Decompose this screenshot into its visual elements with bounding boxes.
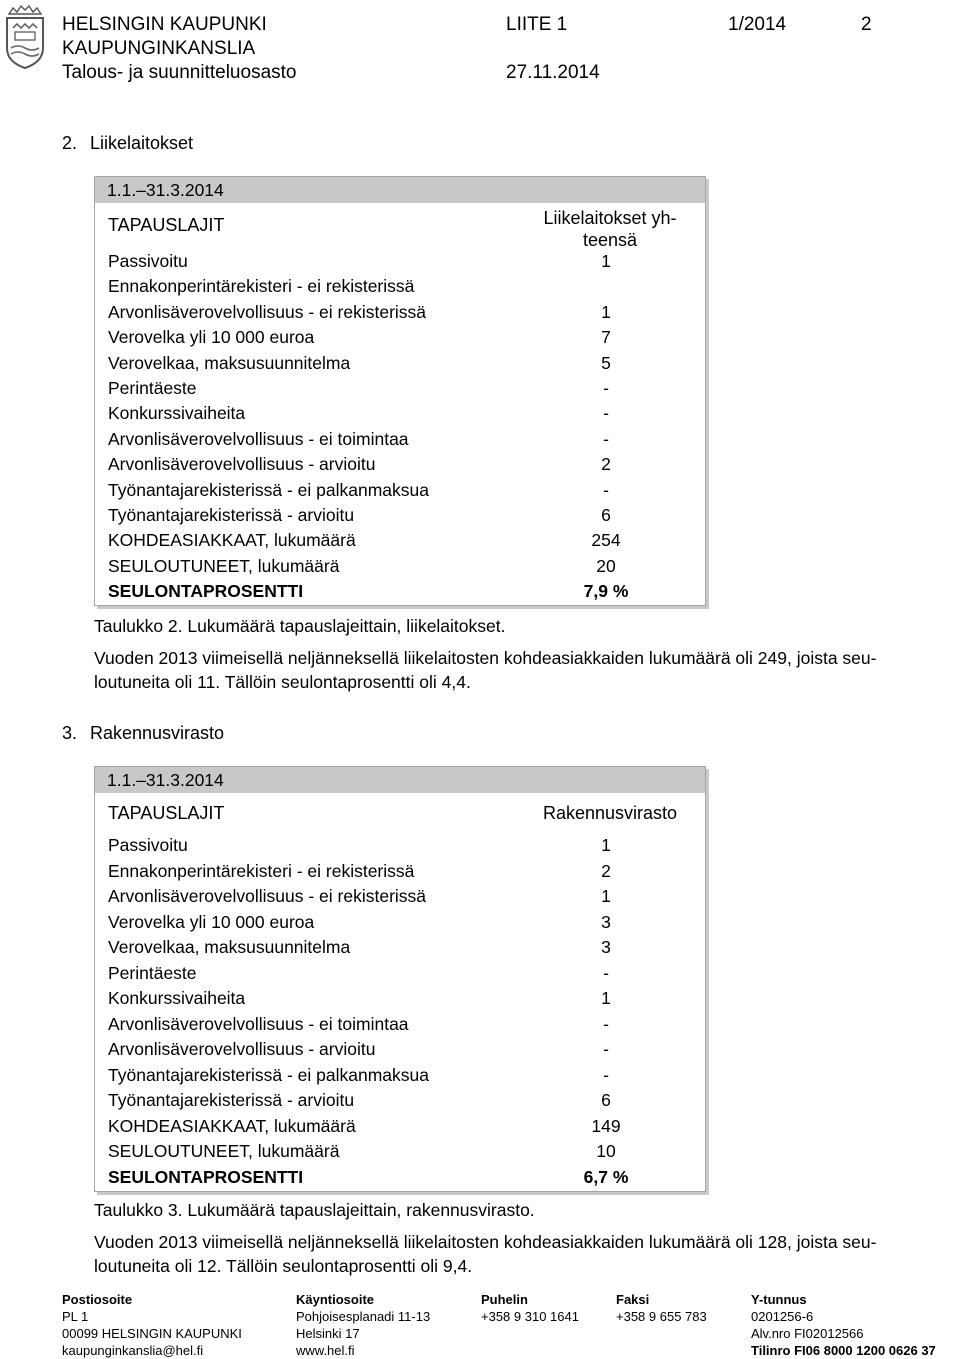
table-row-label: SEULONTAPROSENTTI <box>108 581 304 602</box>
table-row-label: Perintäeste <box>108 962 197 983</box>
table-row-label: SEULOUTUNEET, lukumäärä <box>108 555 340 576</box>
footer-line: Tilinro FI06 8000 1200 0626 37 <box>751 1343 936 1358</box>
table-row-value: 1 <box>601 835 611 855</box>
column-value-line-1: Liikelaitokset yh- <box>543 208 677 228</box>
table-row-label: Työnantajarekisterissä - ei palkanmaksua <box>108 1064 429 1085</box>
table-row-value: - <box>603 1064 609 1085</box>
table-row-value: - <box>603 962 609 983</box>
table-row-label: Passivoitu <box>108 835 188 855</box>
column-label: TAPAUSLAJIT <box>108 803 225 823</box>
table-row-value: 7 <box>601 327 611 348</box>
table-row-value: 2 <box>601 860 611 881</box>
table-row-label: Verovelka yli 10 000 euroa <box>108 911 315 932</box>
table-row-label: Konkurssivaiheita <box>108 403 246 424</box>
table-period: 1.1.–31.3.2014 <box>95 767 705 793</box>
table-row-value: 2 <box>601 454 611 475</box>
table-row-label: SEULOUTUNEET, lukumäärä <box>108 1141 340 1161</box>
footer-line: Helsinki 17 <box>296 1326 360 1341</box>
table-period: 1.1.–31.3.2014 <box>95 177 705 203</box>
table-row-label: Arvonlisäverovelvollisuus - ei rekisterissä <box>108 886 427 906</box>
table-row-value: - <box>603 1013 609 1034</box>
footer-line: +358 9 655 783 <box>616 1309 707 1324</box>
footer-email-link[interactable]: kaupunginkanslia@hel.fi <box>62 1343 204 1358</box>
table-row-value: 6 <box>601 505 611 525</box>
section-3-heading <box>62 723 224 744</box>
helsinki-crest-icon <box>3 4 47 70</box>
footer-phone <box>481 1291 579 1325</box>
table-liikelaitokset <box>94 176 706 606</box>
table-row-label: Ennakonperintärekisteri - ei rekisterissä <box>108 860 415 881</box>
footer-line: Alv.nro FI02012566 <box>751 1326 864 1341</box>
footer-line: PL 1 <box>62 1309 89 1324</box>
footer-heading: Postiosoite <box>62 1292 133 1307</box>
footer-visit <box>296 1291 430 1359</box>
page-number: 2 <box>861 14 872 35</box>
table-row-value: - <box>603 428 609 449</box>
footer-line: +358 9 310 1641 <box>481 1309 579 1324</box>
table-row-value: 7,9 % <box>583 581 629 602</box>
section-number: 2. <box>62 133 78 153</box>
table-row-value: 1 <box>601 301 611 322</box>
footer-web-link[interactable]: www.hel.fi <box>296 1343 355 1358</box>
table-row-label: KOHDEASIAKKAAT, lukumäärä <box>108 530 356 551</box>
paragraph-line-2: loutuneita oli 11. Tällöin seulontaprosentti oli 4,4. <box>94 672 471 692</box>
footer-heading: Faksi <box>616 1292 650 1307</box>
table-row-value: 5 <box>601 352 611 373</box>
table-row-label: Työnantajarekisterissä - arvioitu <box>108 505 355 525</box>
section-2-heading <box>62 133 193 154</box>
table-row-value: 1 <box>601 251 611 271</box>
table-row-value: 6,7 % <box>583 1166 629 1187</box>
paragraph-line-1: Vuoden 2013 viimeisellä neljänneksellä liikelaitosten kohdeasiakkaiden lukumäärä oli 249, joista seu- <box>94 648 877 668</box>
table-2-caption: Taulukko 2. Lukumäärä tapauslajeittain, liikelaitokset. <box>94 616 506 636</box>
table-row-label: Arvonlisäverovelvollisuus - arvioitu <box>108 454 376 475</box>
footer-fax <box>616 1291 707 1325</box>
table-row-value: 1 <box>601 988 611 1008</box>
footer-postal <box>62 1291 242 1359</box>
footer-line: 0201256-6 <box>751 1309 814 1324</box>
footer-heading: Käyntiosoite <box>296 1292 375 1307</box>
paragraph-line-2: loutuneita oli 12. Tällöin seulontaprosentti oli 9,4. <box>94 1256 473 1276</box>
org-unit: KAUPUNGINKANSLIA <box>62 38 256 59</box>
table-row-value: 254 <box>591 530 621 551</box>
org-name: HELSINGIN KAUPUNKI <box>62 14 267 35</box>
table-row-value: - <box>603 378 609 398</box>
section-title: Rakennusvirasto <box>90 723 225 743</box>
table-row-label: Arvonlisäverovelvollisuus - ei toimintaa <box>108 1013 409 1034</box>
table-rows <box>95 177 705 605</box>
section-3-paragraph <box>94 1230 954 1278</box>
table-row-label: Työnantajarekisterissä - arvioitu <box>108 1090 355 1110</box>
department: Talous- ja suunnitteluosasto <box>62 62 297 83</box>
table-row-label: Konkurssivaiheita <box>108 988 246 1008</box>
document-date: 27.11.2014 <box>506 62 600 83</box>
table-row-label: Verovelka yli 10 000 euroa <box>108 327 315 348</box>
table-row-label: Perintäeste <box>108 378 197 398</box>
footer-heading: Puhelin <box>481 1292 528 1307</box>
section-title: Liikelaitokset <box>90 133 194 153</box>
table-row-value: - <box>603 1039 609 1059</box>
footer-line: 00099 HELSINGIN KAUPUNKI <box>62 1326 242 1341</box>
table-row-label: Arvonlisäverovelvollisuus - ei rekisterissä <box>108 301 427 322</box>
table-row-value: 3 <box>601 937 611 957</box>
footer-line: Pohjoisesplanadi 11-13 <box>296 1309 431 1324</box>
table-3-caption: Taulukko 3. Lukumäärä tapauslajeittain, rakennusvirasto. <box>94 1200 535 1220</box>
table-row-label: Arvonlisäverovelvollisuus - ei toimintaa <box>108 428 409 449</box>
table-row-value: 20 <box>596 555 616 576</box>
document-number: 1/2014 <box>728 14 787 35</box>
column-label: TAPAUSLAJIT <box>108 215 225 235</box>
column-value-header: Rakennusvirasto <box>542 803 678 823</box>
table-row-value: 1 <box>601 886 611 906</box>
table-row-label: Työnantajarekisterissä - ei palkanmaksua <box>108 479 429 500</box>
table-row-label: KOHDEASIAKKAAT, lukumäärä <box>108 1115 356 1136</box>
table-row-value: 10 <box>596 1141 616 1161</box>
table-row-label: SEULONTAPROSENTTI <box>108 1166 304 1187</box>
section-number: 3. <box>62 723 78 743</box>
table-row-value: - <box>603 403 609 424</box>
table-row-label: Arvonlisäverovelvollisuus - arvioitu <box>108 1039 376 1059</box>
table-rakennusvirasto <box>94 766 706 1192</box>
table-row-label: Verovelkaa, maksusuunnitelma <box>108 937 351 957</box>
attachment-label: LIITE 1 <box>506 14 568 35</box>
column-value-line-2: teensä <box>582 230 638 250</box>
table-row-value: 6 <box>601 1090 611 1110</box>
table-row-value: - <box>603 479 609 500</box>
section-2-paragraph <box>94 646 954 694</box>
table-row-label: Passivoitu <box>108 251 188 271</box>
table-rows <box>95 767 705 1191</box>
paragraph-line-1: Vuoden 2013 viimeisellä neljänneksellä liikelaitosten kohdeasiakkaiden lukumäärä oli 128, joista seu- <box>94 1232 877 1252</box>
table-row-value: 149 <box>591 1115 621 1136</box>
footer-heading: Y-tunnus <box>751 1292 807 1307</box>
table-row-label: Verovelkaa, maksusuunnitelma <box>108 352 351 373</box>
table-row-value: 3 <box>601 911 611 932</box>
footer-business-id <box>751 1291 936 1359</box>
table-row-label: Ennakonperintärekisteri - ei rekisterissä <box>108 276 415 297</box>
